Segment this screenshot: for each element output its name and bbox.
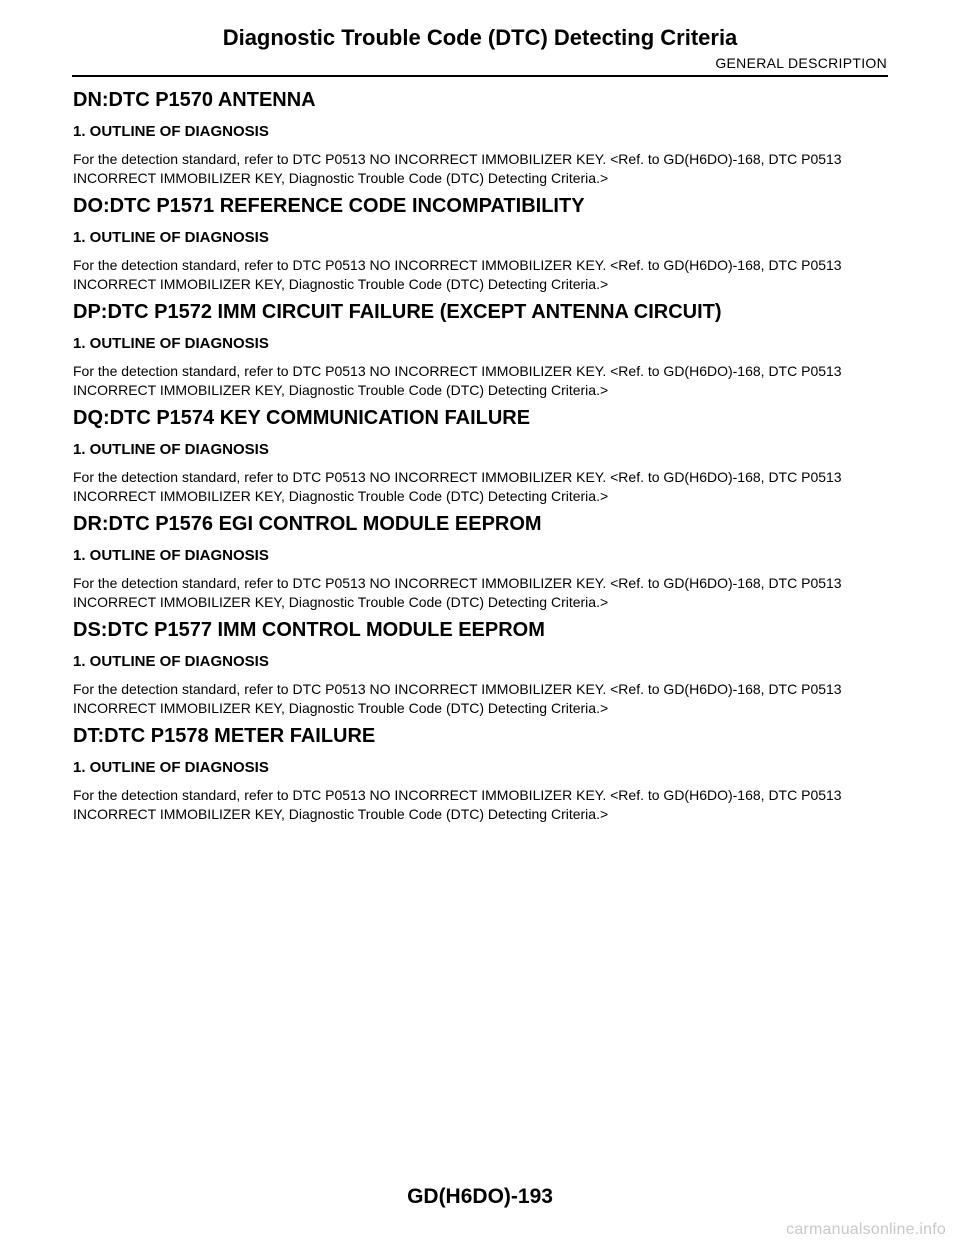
section-body: For the detection standard, refer to DTC P0513 NO INCORRECT IMMOBILIZER KEY. <Ref. to GD(H6DO)-168, DTC P0513 INCORRECT IMMOBILIZER KEY, Diagnostic Trouble Code (DTC) Detecting Criteria.> <box>73 575 842 610</box>
section-subheading: 1. OUTLINE OF DIAGNOSIS <box>73 441 269 458</box>
section-dp <box>73 298 893 404</box>
page-title: Diagnostic Trouble Code (DTC) Detecting Criteria <box>222 25 738 50</box>
section-body: For the detection standard, refer to DTC P0513 NO INCORRECT IMMOBILIZER KEY. <Ref. to GD(H6DO)-168, DTC P0513 INCORRECT IMMOBILIZER KEY, Diagnostic Trouble Code (DTC) Detecting Criteria.> <box>73 787 842 822</box>
page-header <box>0 0 960 80</box>
section-subheading: 1. OUTLINE OF DIAGNOSIS <box>73 335 269 352</box>
section-body: For the detection standard, refer to DTC P0513 NO INCORRECT IMMOBILIZER KEY. <Ref. to GD(H6DO)-168, DTC P0513 INCORRECT IMMOBILIZER KEY, Diagnostic Trouble Code (DTC) Detecting Criteria.> <box>73 469 842 504</box>
watermark: carmanualsonline.info <box>786 1221 946 1238</box>
section-heading: DP:DTC P1572 IMM CIRCUIT FAILURE (EXCEPT ANTENNA CIRCUIT) <box>73 301 722 323</box>
section-do <box>73 192 893 298</box>
section-heading: DN:DTC P1570 ANTENNA <box>73 89 316 111</box>
section-subheading: 1. OUTLINE OF DIAGNOSIS <box>73 229 269 246</box>
page-subtitle: GENERAL DESCRIPTION <box>715 55 887 71</box>
section-subheading: 1. OUTLINE OF DIAGNOSIS <box>73 123 269 140</box>
section-body: For the detection standard, refer to DTC P0513 NO INCORRECT IMMOBILIZER KEY. <Ref. to GD(H6DO)-168, DTC P0513 INCORRECT IMMOBILIZER KEY, Diagnostic Trouble Code (DTC) Detecting Criteria.> <box>73 681 842 716</box>
section-body: For the detection standard, refer to DTC P0513 NO INCORRECT IMMOBILIZER KEY. <Ref. to GD(H6DO)-168, DTC P0513 INCORRECT IMMOBILIZER KEY, Diagnostic Trouble Code (DTC) Detecting Criteria.> <box>73 151 842 186</box>
section-subheading: 1. OUTLINE OF DIAGNOSIS <box>73 759 269 776</box>
section-dn <box>73 86 893 192</box>
section-body: For the detection standard, refer to DTC P0513 NO INCORRECT IMMOBILIZER KEY. <Ref. to GD(H6DO)-168, DTC P0513 INCORRECT IMMOBILIZER KEY, Diagnostic Trouble Code (DTC) Detecting Criteria.> <box>73 257 842 292</box>
header-divider <box>72 75 888 77</box>
section-dq <box>73 404 893 510</box>
section-dt <box>73 722 893 828</box>
document-content <box>73 86 893 828</box>
section-heading: DT:DTC P1578 METER FAILURE <box>73 725 376 747</box>
section-dr <box>73 510 893 616</box>
page-number: GD(H6DO)-193 <box>407 1185 553 1208</box>
section-heading: DQ:DTC P1574 KEY COMMUNICATION FAILURE <box>73 407 531 429</box>
section-subheading: 1. OUTLINE OF DIAGNOSIS <box>73 547 269 564</box>
section-body: For the detection standard, refer to DTC P0513 NO INCORRECT IMMOBILIZER KEY. <Ref. to GD(H6DO)-168, DTC P0513 INCORRECT IMMOBILIZER KEY, Diagnostic Trouble Code (DTC) Detecting Criteria.> <box>73 363 842 398</box>
section-heading: DR:DTC P1576 EGI CONTROL MODULE EEPROM <box>73 513 542 535</box>
section-heading: DS:DTC P1577 IMM CONTROL MODULE EEPROM <box>73 619 545 641</box>
section-heading: DO:DTC P1571 REFERENCE CODE INCOMPATIBILITY <box>73 195 585 217</box>
section-ds <box>73 616 893 722</box>
section-subheading: 1. OUTLINE OF DIAGNOSIS <box>73 653 269 670</box>
